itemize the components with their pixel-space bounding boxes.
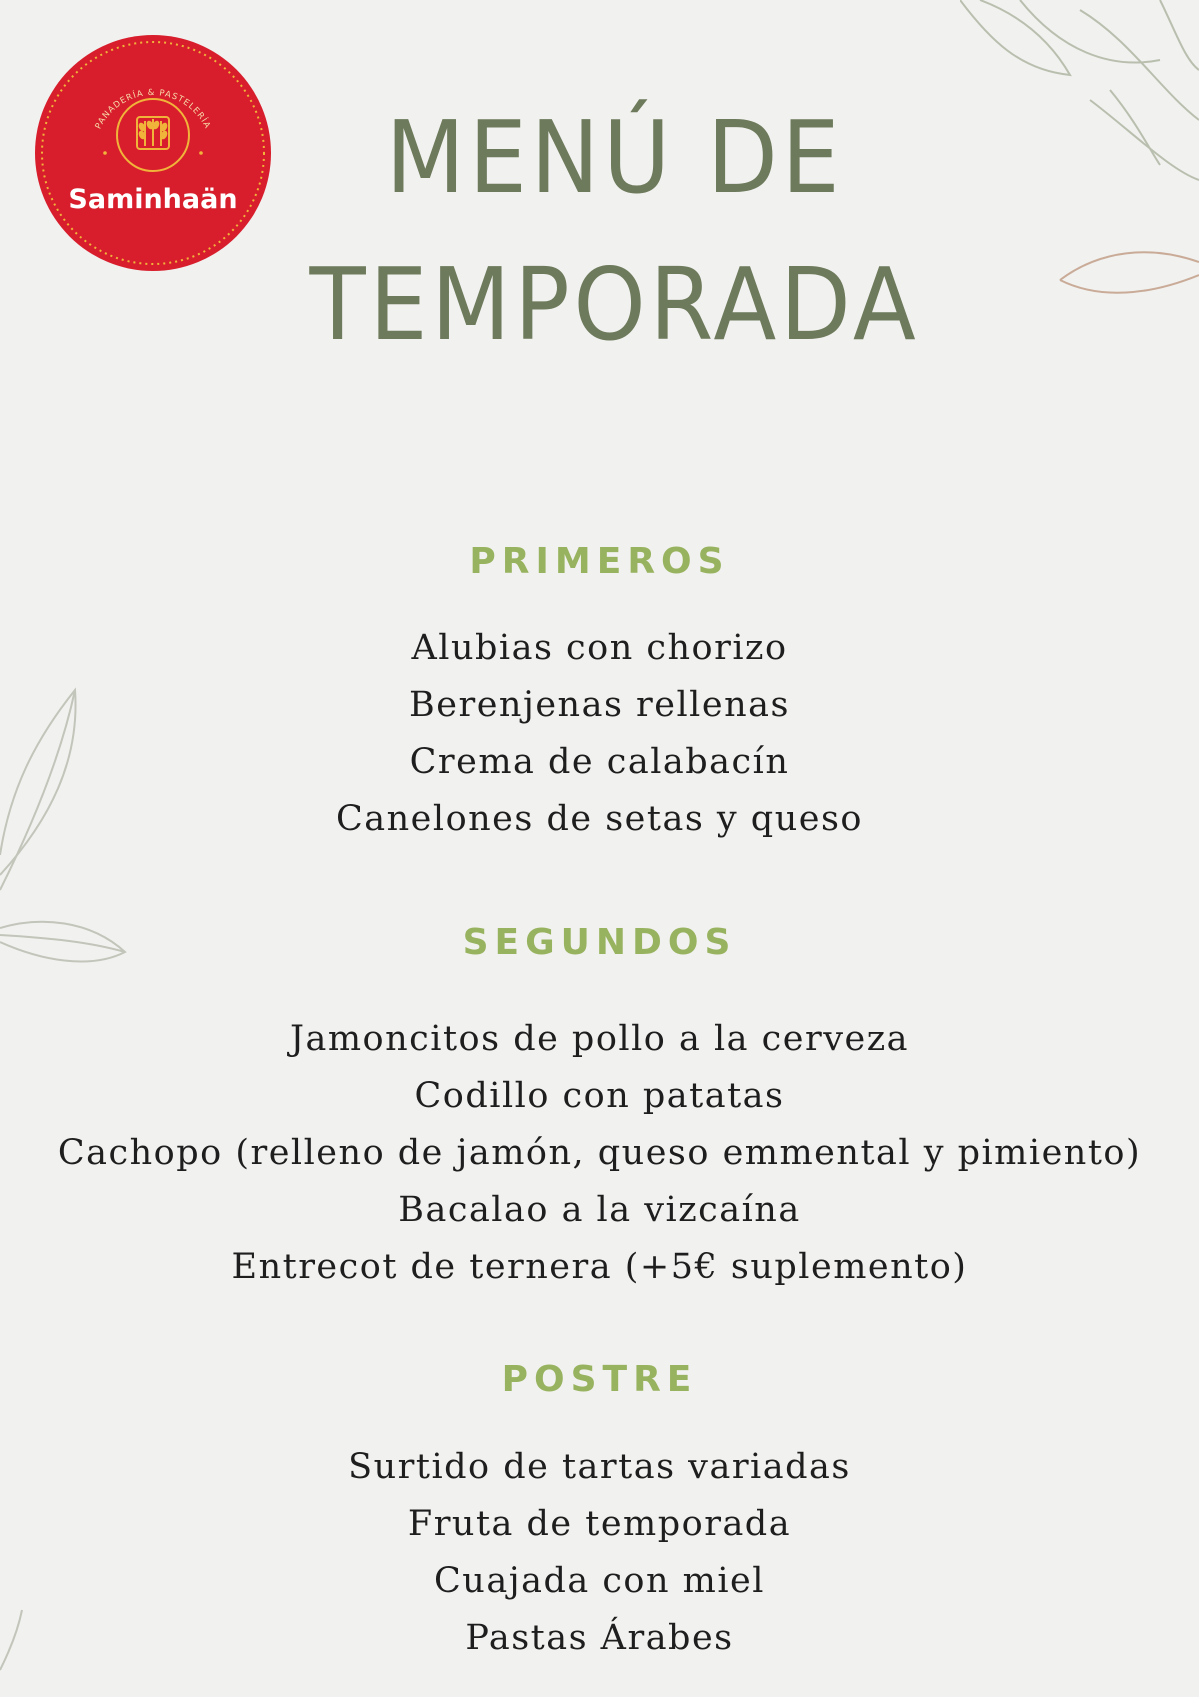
list-item: Crema de calabacín xyxy=(409,742,790,782)
list-item: Cuajada con miel xyxy=(434,1561,765,1601)
page-title-line-2: TEMPORADA xyxy=(309,246,920,363)
section-heading-postre: POSTRE xyxy=(501,1359,698,1400)
list-item: Jamoncitos de pollo a la cerveza xyxy=(289,1019,910,1059)
postre-list xyxy=(0,1439,1199,1667)
list-item: Fruta de temporada xyxy=(407,1504,792,1544)
list-item: Berenjenas rellenas xyxy=(409,685,790,725)
list-item: Cachopo (relleno de jamón, queso emmental y pimiento) xyxy=(57,1133,1142,1173)
section-heading-segundos: SEGUNDOS xyxy=(462,922,737,963)
list-item: Bacalao a la vizcaína xyxy=(398,1190,801,1230)
list-item: Pastas Árabes xyxy=(465,1618,734,1658)
logo-brand-name: Saminhaän xyxy=(68,184,238,215)
list-item: Surtido de tartas variadas xyxy=(348,1447,851,1487)
list-item: Alubias con chorizo xyxy=(411,628,788,668)
list-item: Codillo con patatas xyxy=(414,1076,785,1116)
logo-ring-text: PANADERÍA & PASTELERÍA xyxy=(93,87,213,131)
segundos-list xyxy=(0,1011,1199,1296)
page-title-line-1: MENÚ DE xyxy=(385,99,844,216)
list-item: Canelones de setas y queso xyxy=(335,799,864,839)
section-heading-primeros: PRIMEROS xyxy=(469,541,730,582)
list-item: Entrecot de ternera (+5€ suplemento) xyxy=(231,1247,968,1287)
primeros-list xyxy=(0,620,1199,848)
